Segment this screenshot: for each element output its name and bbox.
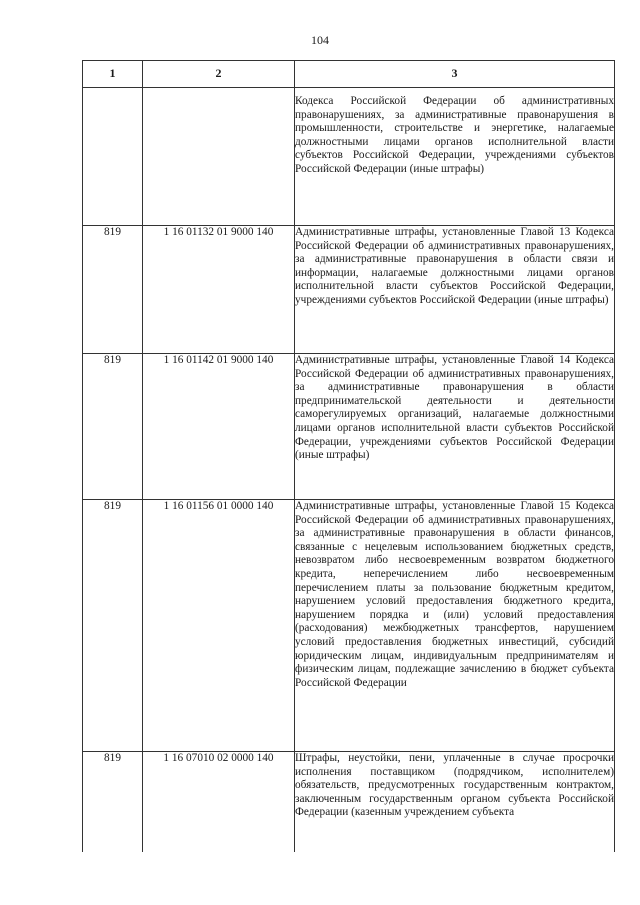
- admin-code-cell: 819: [83, 226, 143, 354]
- admin-code-cell: 819: [83, 354, 143, 500]
- admin-code-cell: [83, 88, 143, 226]
- admin-code-cell: 819: [83, 752, 143, 852]
- description-cell: Кодекса Российской Федерации об административных правонарушениях, за административные правонарушения в промышленности, строительстве и энергетике, налагаемые должностными лицами органов исполнительной власти субъектов Российской Федерации, учреждениями субъектов Российской Федерации (иные штрафы): [295, 88, 615, 226]
- table-row: [83, 226, 615, 354]
- budget-code-cell: 1 16 01156 01 0000 140: [143, 500, 295, 752]
- table-row: [83, 354, 615, 500]
- table-header-row: [83, 61, 615, 88]
- page-number: 104: [311, 33, 329, 47]
- column-header-2: 2: [143, 61, 295, 88]
- table-row: [83, 500, 615, 752]
- budget-code-cell: 1 16 07010 02 0000 140: [143, 752, 295, 852]
- column-header-1: 1: [83, 61, 143, 88]
- budget-code-cell: [143, 88, 295, 226]
- admin-code-cell: 819: [83, 500, 143, 752]
- budget-code-cell: 1 16 01132 01 9000 140: [143, 226, 295, 354]
- description-cell: Административные штрафы, установленные Главой 15 Кодекса Российской Федерации об административных правонарушениях, за административные правонарушения в области финансов, связанные с нецелевым использованием бюджетных средств, невозвратом либо несвоевременным возвратом бюджетного кредита, неперечислением либо несвоевременным перечислением платы за пользование бюджетным кредитом, нарушением условий предоставления бюджетного кредита, нарушением порядка и (или) условий предоставления (расходования) межбюджетных трансфертов, нарушением условий предоставления бюджетных инвестиций, субсидий юридическим лицам, индивидуальным предпринимателям и физическим лицам, подлежащие зачислению в бюджет субъекта Российской Федерации: [295, 500, 615, 752]
- budget-revenue-table: [82, 60, 615, 852]
- table-row: [83, 88, 615, 226]
- description-cell: Административные штрафы, установленные Главой 13 Кодекса Российской Федерации об административных правонарушениях, за административные правонарушения в области связи и информации, налагаемые должностными лицами органов исполнительной власти субъектов Российской Федерации, учреждениями субъектов Российской Федерации (иные штрафы): [295, 226, 615, 354]
- column-header-3: 3: [295, 61, 615, 88]
- budget-code-cell: 1 16 01142 01 9000 140: [143, 354, 295, 500]
- description-cell: Штрафы, неустойки, пени, уплаченные в случае просрочки исполнения поставщиком (подрядчиком, исполнителем) обязательств, предусмотренных государственным контрактом, заключенным государственным органом субъекта Российской Федерации (казенным учреждением субъекта: [295, 752, 615, 852]
- description-cell: Административные штрафы, установленные Главой 14 Кодекса Российской Федерации об административных правонарушениях, за административные правонарушения в области предпринимательской деятельности и деятельности саморегулируемых организаций, налагаемые должностными лицами органов исполнительной власти субъектов Российской Федерации, учреждениями субъектов Российской Федерации (иные штрафы): [295, 354, 615, 500]
- table-row: [83, 752, 615, 852]
